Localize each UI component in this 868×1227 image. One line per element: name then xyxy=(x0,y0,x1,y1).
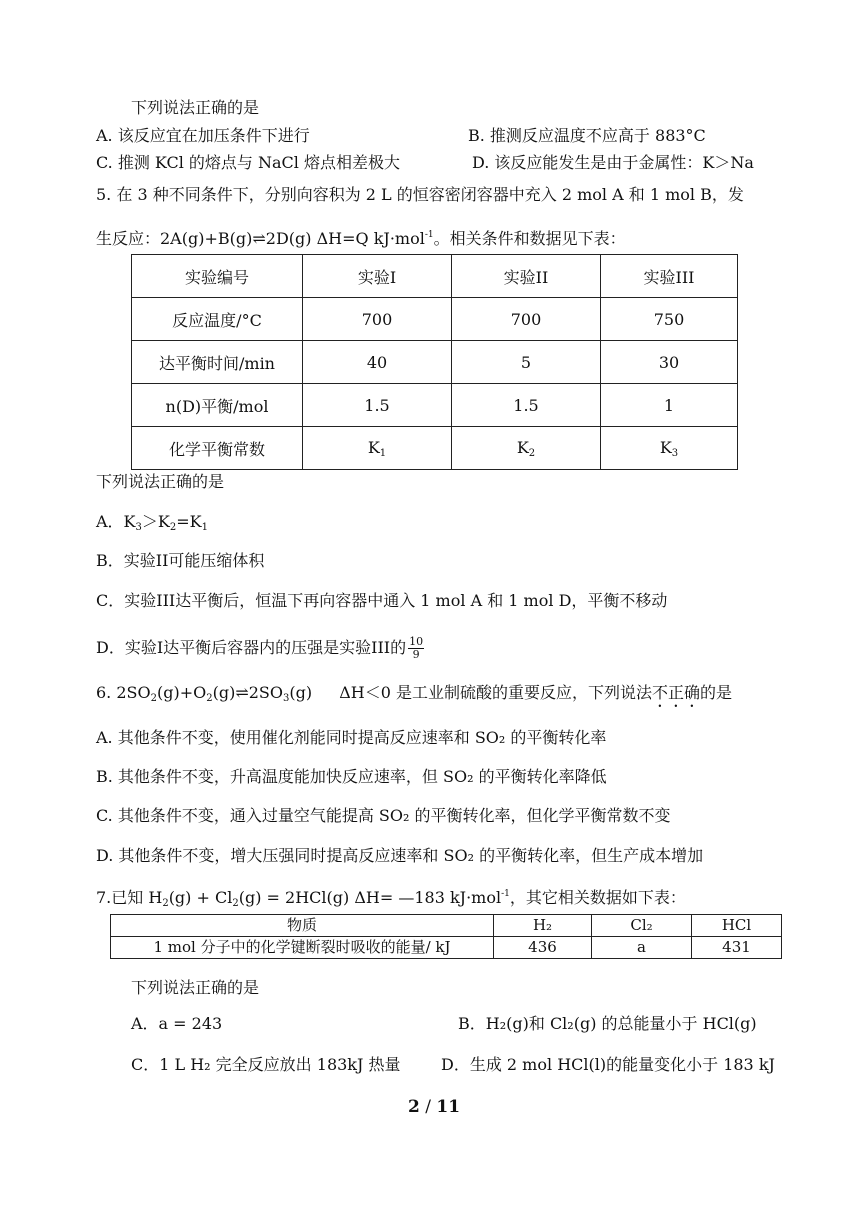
q6-option-a: A. 其他条件不变，使用催化剂能同时提高反应速率和 SO₂ 的平衡转化率 xyxy=(96,728,607,747)
q5-option-b: B．实验II可能压缩体积 xyxy=(96,551,265,570)
fraction: $\frac{10}{9}$ xyxy=(409,635,424,661)
q5-table xyxy=(131,254,738,470)
q5-option-c: C．实验III达平衡后，恒温下再向容器中通入 1 mol A 和 1 mol D，平衡不移动 xyxy=(96,591,668,610)
equilibrium-arrow-icon: ⇌ xyxy=(252,229,266,248)
q6-option-d: D. 其他条件不变，增大压强同时提高反应速率和 SO₂ 的平衡转化率，但生产成本增加 xyxy=(96,846,704,865)
q7-option-d: D．生成 2 mol HCl(l)的能量变化小于 183 kJ xyxy=(441,1055,775,1074)
q4-option-d: D. 该反应能发生是由于金属性：K＞Na xyxy=(472,153,754,172)
table-row: 1 mol 分子中的化学键断裂时吸收的能量/ kJ 436 a 431 xyxy=(111,937,782,959)
q5-option-a: A．$K_3>K_2=K_1$ xyxy=(96,512,208,533)
q6-option-c: C. 其他条件不变，通入过量空气能提高 SO₂ 的平衡转化率，但化学平衡常数不变 xyxy=(96,806,671,825)
q7-option-a: A．a = 243 xyxy=(131,1014,223,1033)
q7-option-b: B．H₂(g)和 Cl₂(g) 的总能量小于 HCl(g) xyxy=(458,1014,757,1033)
q4-option-c: C. 推测 KCl 的熔点与 NaCl 熔点相差极大 xyxy=(96,153,400,172)
q6-line: 6. $2SO_2(g)+O_2(g)\rightleftharpoons 2SO_3(g)$ ΔH＜0 是工业制硫酸的重要反应，下列说法不正确的是 xyxy=(96,683,733,704)
q4-stem: 下列说法正确的是 xyxy=(131,98,260,117)
table-row: 化学平衡常数 $K_1$ $K_2$ $K_3$ xyxy=(132,427,738,470)
q4-option-a: A. 该反应宜在加压条件下进行 xyxy=(96,126,310,145)
table-row: 达平衡时间/min 40 5 30 xyxy=(132,341,738,384)
table-row: 反应温度/°C 700 700 750 xyxy=(132,298,738,341)
q4-option-b: B. 推测反应温度不应高于 883°C xyxy=(468,126,706,145)
q5-stem: 下列说法正确的是 xyxy=(96,472,225,491)
q7-line: 7.已知 $H_2(g) + Cl_2(g) = 2HCl(g)$ ΔH= —183 kJ·mol$^{-1}$，其它相关数据如下表： xyxy=(96,888,686,909)
q7-stem: 下列说法正确的是 xyxy=(131,978,260,997)
q7-option-c: C．1 L H₂ 完全反应放出 183kJ 热量 xyxy=(131,1055,401,1074)
q6-option-b: B. 其他条件不变，升高温度能加快反应速率，但 SO₂ 的平衡转化率降低 xyxy=(96,767,607,786)
q5-line2: 生反应：2A(g)+B(g)⇌2D(g) ΔH=Q kJ·mol$^{-1}$。相关条件和数据见下表： xyxy=(96,229,626,248)
q5-line1: 5. 在 3 种不同条件下，分别向容积为 2 L 的恒容密闭容器中充入 2 mol A 和 1 mol B，发 xyxy=(96,185,744,204)
table-row: 物质 H₂ Cl₂ HCl xyxy=(111,915,782,937)
table-row: 实验编号 实验I 实验II 实验III xyxy=(132,255,738,298)
q7-table xyxy=(110,914,782,959)
table-row: n(D)平衡/mol 1.5 1.5 1 xyxy=(132,384,738,427)
page-number: 2 / 11 xyxy=(407,1097,461,1117)
q5-option-d: D．实验I达平衡后容器内的压强是实验III的 $\frac{10}{9}$ xyxy=(96,635,424,661)
